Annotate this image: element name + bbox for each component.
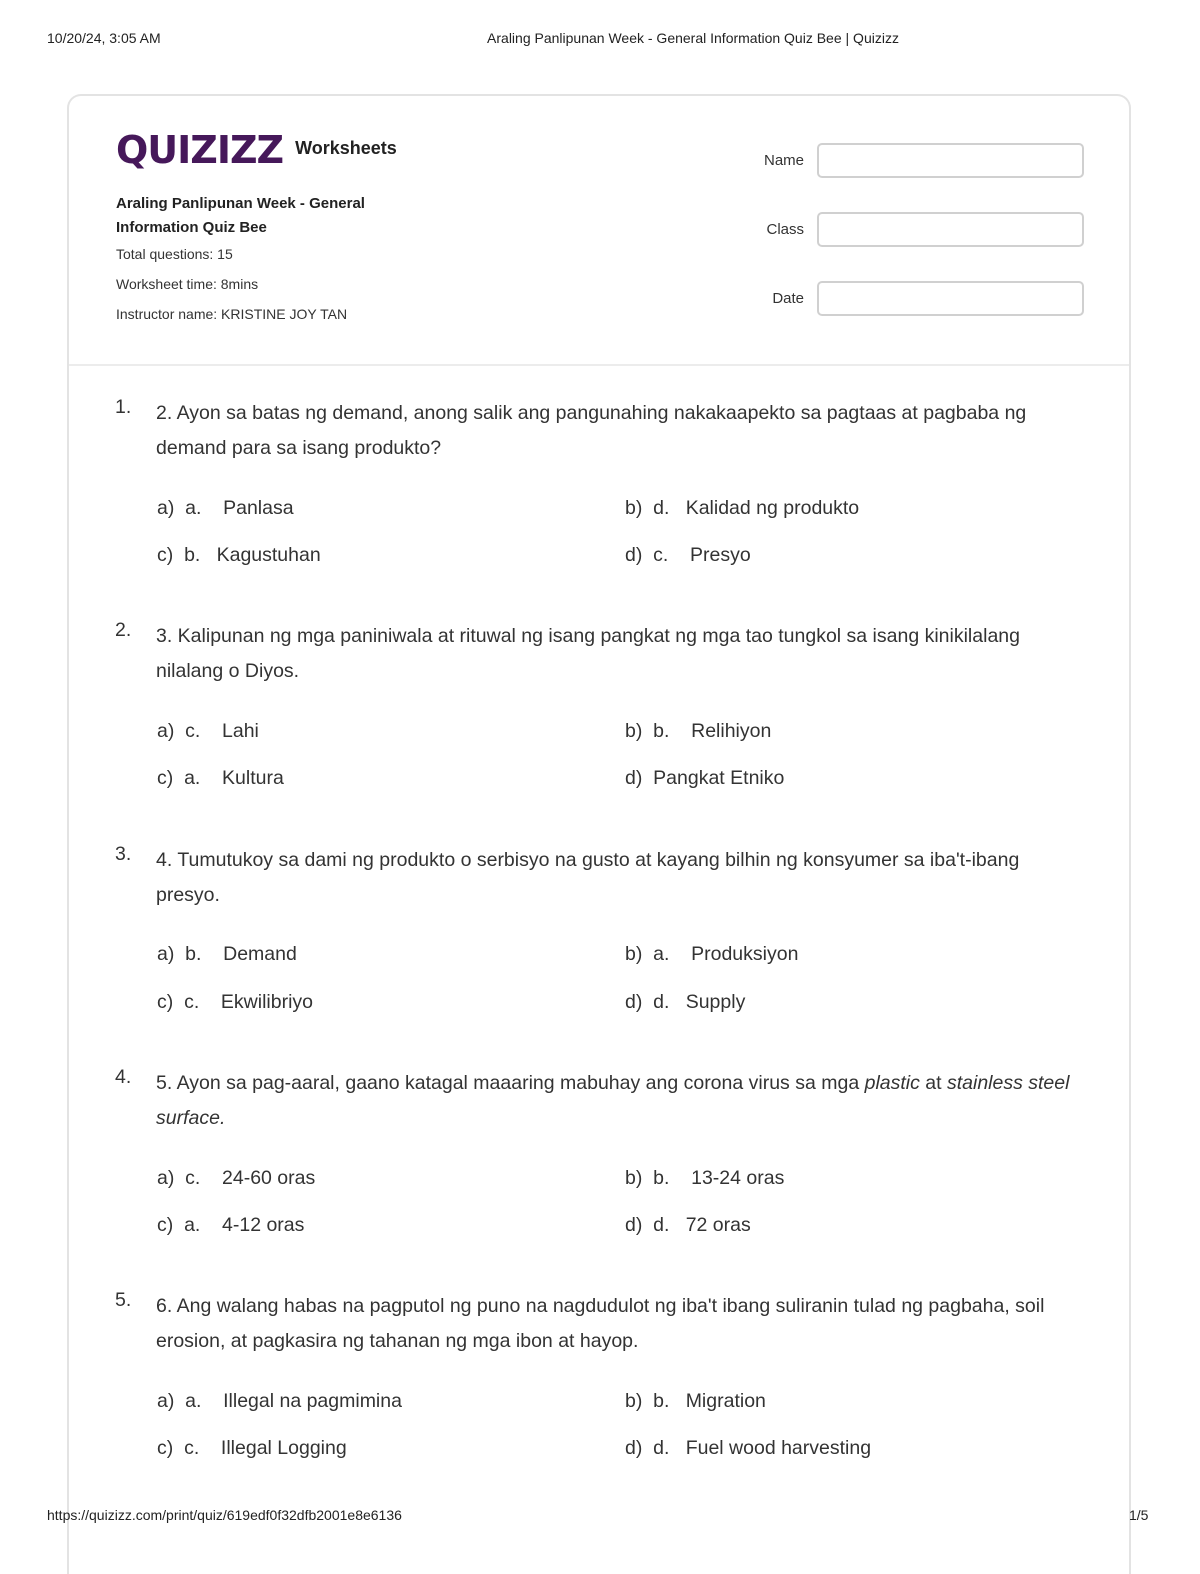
- worksheet-time: Worksheet time: 8mins: [116, 276, 259, 292]
- option-a[interactable]: a) a. Illegal na pagmimina: [157, 1390, 402, 1412]
- question-text-start: 5. Ayon sa pag-aaral, gaano katagal maaaring mabuhay ang corona virus sa mga: [156, 1072, 865, 1094]
- option-c[interactable]: c) c. Illegal Logging: [157, 1437, 347, 1459]
- date-label: Date: [772, 290, 804, 307]
- option-d[interactable]: d) d. 72 oras: [625, 1214, 751, 1236]
- option-b[interactable]: b) d. Kalidad ng produkto: [625, 497, 860, 519]
- question-number: 4.: [115, 1066, 132, 1088]
- option-c[interactable]: c) c. Ekwilibriyo: [157, 991, 314, 1013]
- print-page-title: Araling Panlipunan Week - General Information Quiz Bee | Quizizz: [487, 30, 899, 46]
- worksheet-header: [69, 96, 1129, 366]
- worksheet-title: Araling Panlipunan Week - General Information Quiz Bee: [116, 195, 365, 236]
- option-a[interactable]: a) c. 24-60 oras: [157, 1167, 316, 1189]
- question-number: 3.: [115, 843, 132, 865]
- option-b[interactable]: b) b. Relihiyon: [625, 720, 772, 742]
- option-b[interactable]: b) b. Migration: [625, 1390, 766, 1412]
- question-text: 4. Tumutukoy sa dami ng produkto o serbisyo na gusto at kayang bilhin ng konsyumer sa iba't-ibang presyo.: [156, 849, 1020, 906]
- option-c[interactable]: c) a. Kultura: [157, 767, 284, 789]
- logo-wordmark: QUIZIZZ: [116, 128, 284, 172]
- option-c[interactable]: c) b. Kagustuhan: [157, 544, 321, 566]
- total-questions: Total questions: 15: [116, 246, 233, 262]
- option-a[interactable]: a) b. Demand: [157, 943, 297, 965]
- question-number: 2.: [115, 619, 132, 641]
- question-text-italic: stainless steel surface.: [156, 1072, 1070, 1129]
- question-number: 5.: [115, 1289, 132, 1311]
- option-b[interactable]: b) b. 13-24 oras: [625, 1167, 785, 1189]
- option-d[interactable]: d) d. Fuel wood harvesting: [625, 1437, 872, 1459]
- instructor-name: Instructor name: KRISTINE JOY TAN: [116, 306, 348, 322]
- name-field[interactable]: [817, 143, 1084, 178]
- print-datetime: 10/20/24, 3:05 AM: [47, 30, 161, 46]
- option-d[interactable]: d) Pangkat Etniko: [625, 767, 785, 789]
- option-a[interactable]: a) c. Lahi: [157, 720, 259, 742]
- question-text: 2. Ayon sa batas ng demand, anong salik ang pangunahing nakakaapekto sa pagtaas at pagbaba ng demand para sa isang produkto?: [156, 402, 1027, 459]
- option-b[interactable]: b) a. Produksiyon: [625, 943, 799, 965]
- option-d[interactable]: d) d. Supply: [625, 991, 746, 1013]
- page-number: 1/5: [1129, 1507, 1149, 1523]
- class-label: Class: [766, 221, 804, 238]
- option-c[interactable]: c) a. 4-12 oras: [157, 1214, 305, 1236]
- logo-subtitle: Worksheets: [295, 137, 397, 158]
- print-url: https://quizizz.com/print/quiz/619edf0f32dfb2001e8e6136: [47, 1507, 402, 1523]
- name-label: Name: [763, 152, 804, 169]
- quizizz-logo: [116, 130, 397, 170]
- option-a[interactable]: a) a. Panlasa: [157, 497, 294, 519]
- date-field[interactable]: [817, 281, 1084, 316]
- question-text: 3. Kalipunan ng mga paniniwala at rituwal ng isang pangkat ng mga tao tungkol sa isang kinikilalang nilalang o Diyos.: [156, 625, 1020, 682]
- question-text: 6. Ang walang habas na pagputol ng puno na nagdudulot ng iba't ibang suliranin tulad ng pagbaha, soil erosion, at pagkasira ng tahanan ng mga ibon at hayop.: [156, 1295, 1045, 1352]
- print-header: [0, 30, 1200, 50]
- question-text-mid: at: [919, 1072, 947, 1094]
- question-text: [156, 1066, 1086, 1136]
- question-number: 1.: [115, 396, 132, 418]
- class-field[interactable]: [817, 212, 1084, 247]
- option-d[interactable]: d) c. Presyo: [625, 544, 751, 566]
- question-text-italic: plastic: [864, 1072, 920, 1094]
